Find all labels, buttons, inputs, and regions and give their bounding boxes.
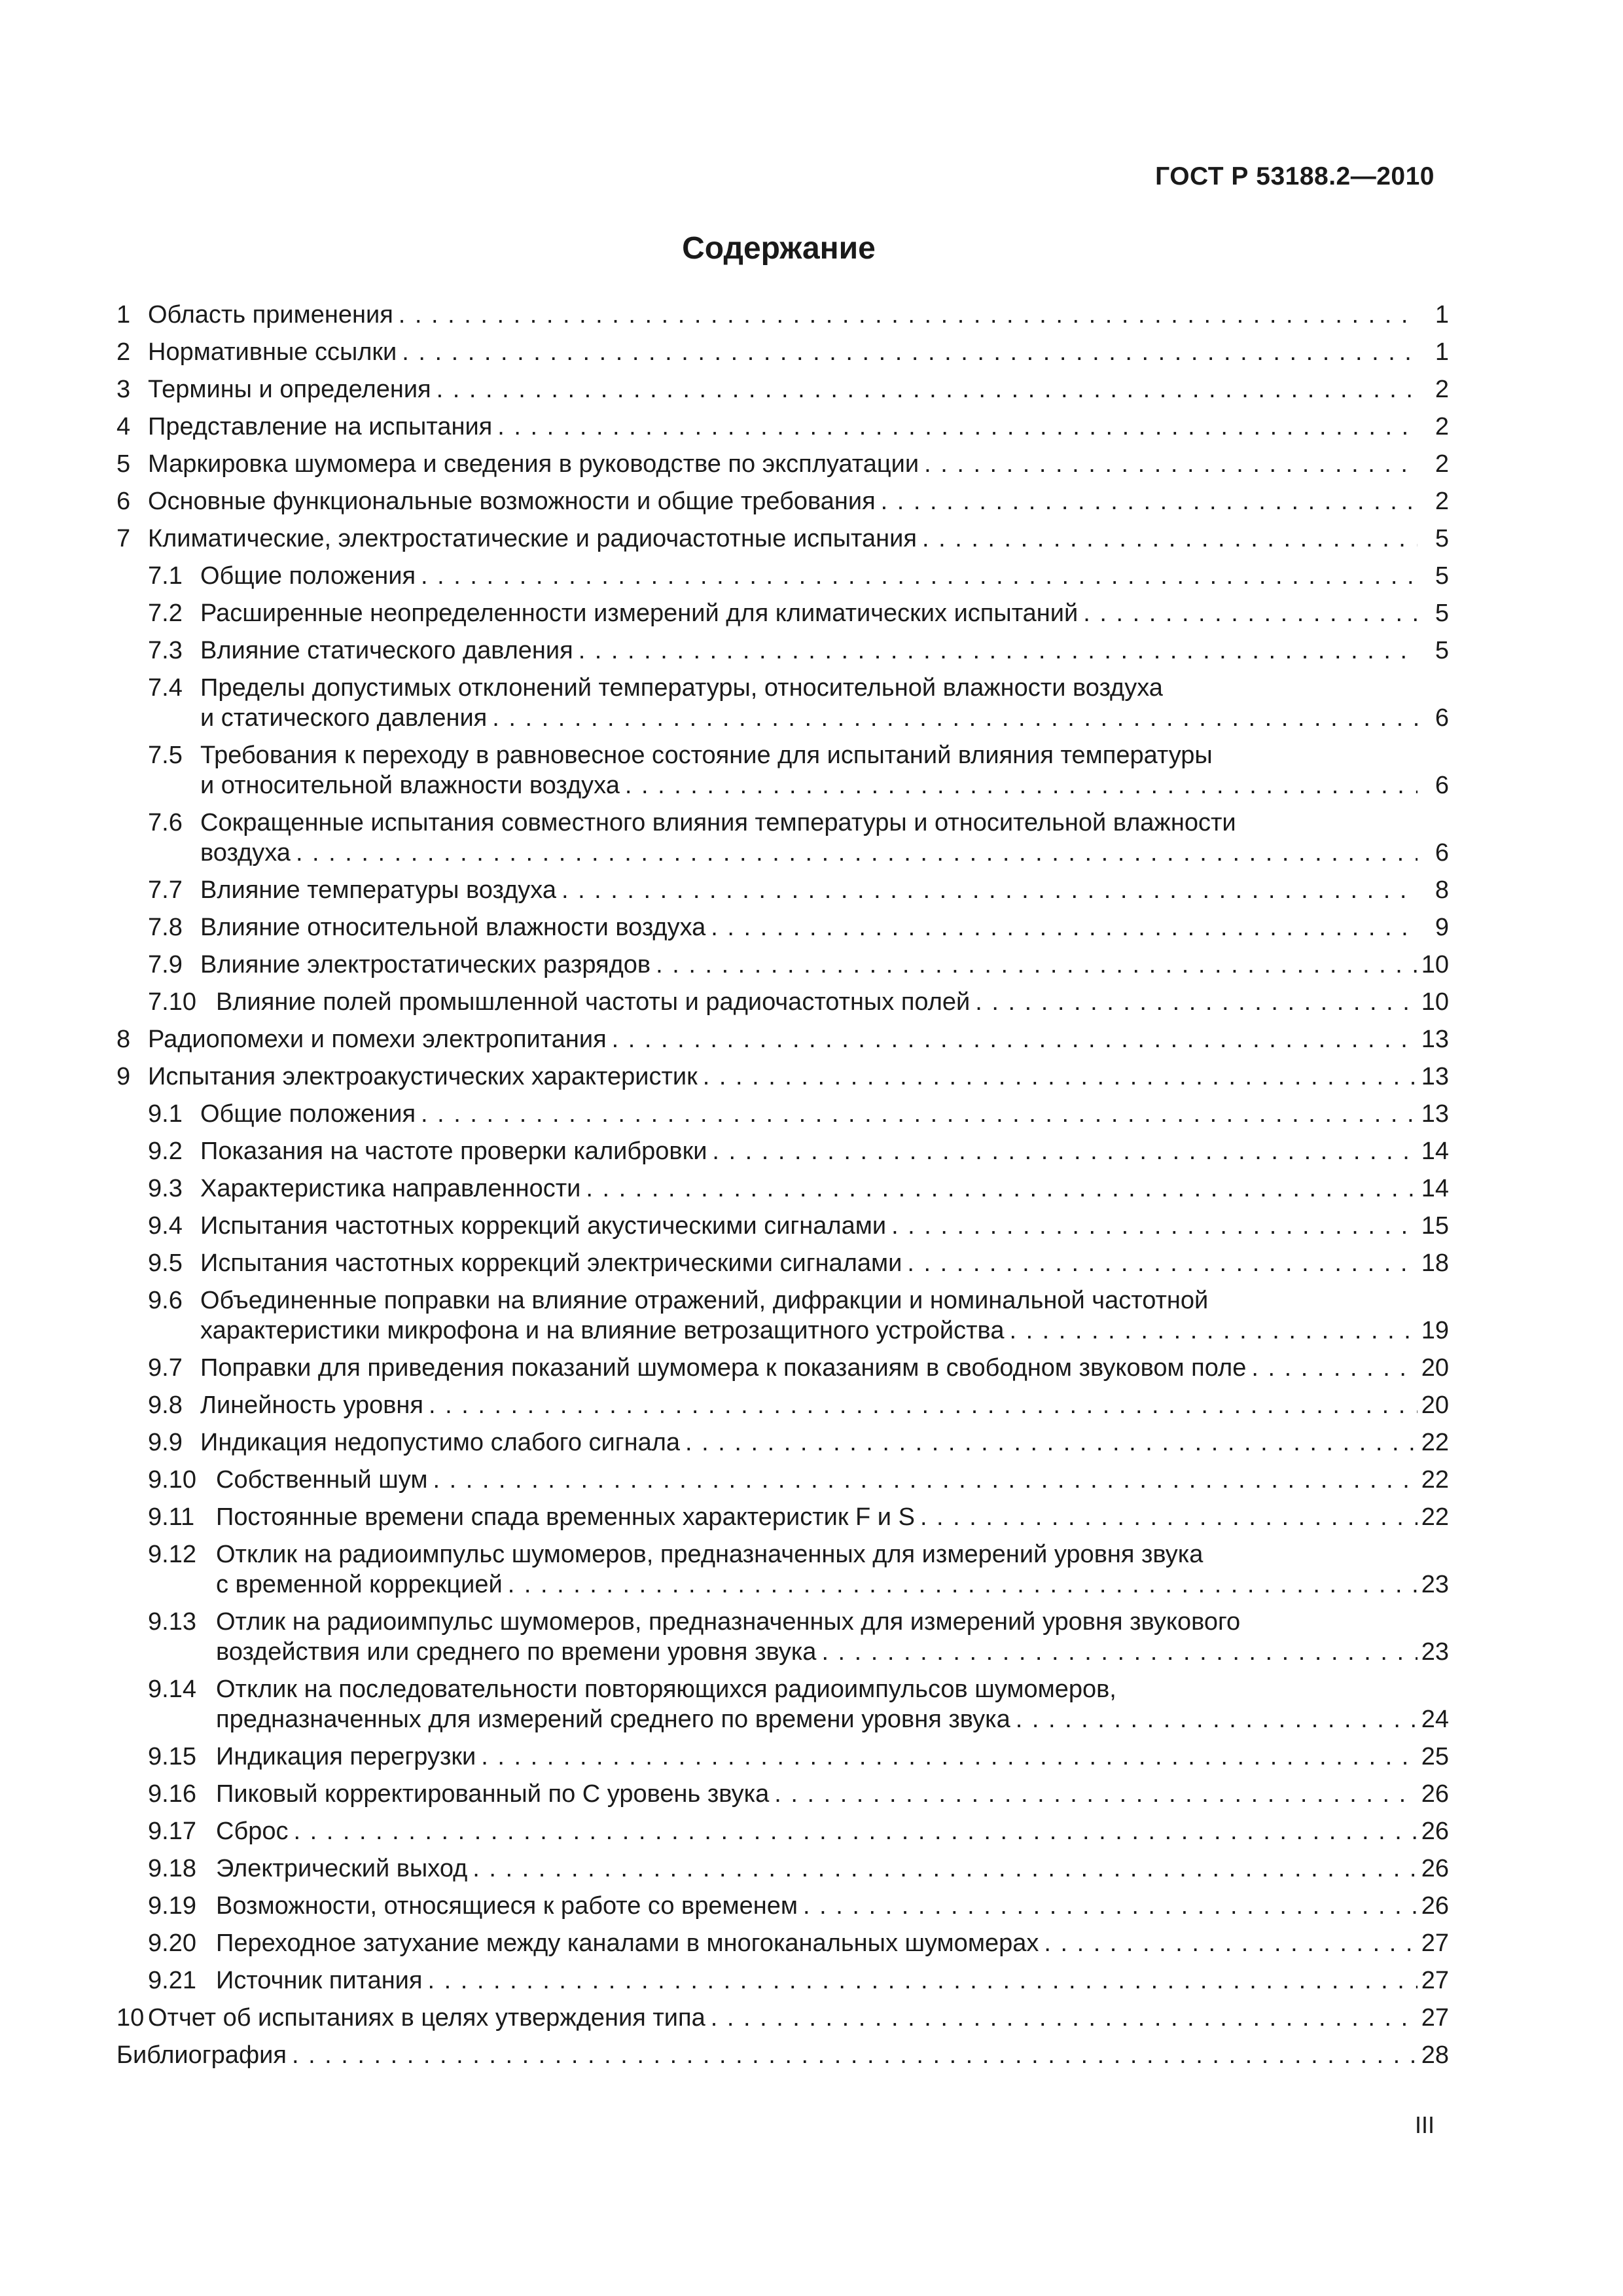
- toc-entry[interactable]: [116, 449, 1449, 479]
- toc-entry-title: характеристики микрофона и на влияние ветрозащитного устройства: [200, 1317, 1005, 1344]
- toc-entry-page: 23: [1421, 1571, 1449, 1598]
- toc-entry-page: 1: [1435, 301, 1449, 329]
- toc-entry-page: 15: [1421, 1212, 1449, 1240]
- toc-entry-title: Индикация перегрузки: [216, 1743, 476, 1770]
- toc-entry-page: 5: [1435, 637, 1449, 664]
- toc-entry[interactable]: [116, 1607, 1449, 1667]
- toc-entry-number: 7.2: [148, 600, 183, 627]
- toc-entry-page: 26: [1421, 1818, 1449, 1845]
- toc-entry-title: Нормативные ссылки: [148, 338, 397, 366]
- toc-entry-title: Радиопомехи и помехи электропитания: [148, 1026, 607, 1053]
- toc-entry-page: 20: [1421, 1391, 1449, 1419]
- toc-entry-page: 28: [1421, 2041, 1449, 2069]
- toc-entry-title-first-line: Пределы допустимых отклонений температуры, относительной влажности воздуха: [200, 674, 1163, 702]
- toc-entry-page: 26: [1421, 1855, 1449, 1882]
- toc-entry-number: 9.21: [148, 1967, 196, 1994]
- toc-entry-number: 9.11: [148, 1503, 195, 1531]
- dot-leader: [487, 703, 1418, 733]
- toc-entry-number: 9.18: [148, 1855, 196, 1882]
- toc-entry-title: и относительной влажности воздуха: [200, 772, 620, 799]
- toc-entry-number: 8: [116, 1026, 131, 1053]
- toc-entry-number: 9.3: [148, 1175, 183, 1202]
- toc-entry-number: 7.5: [148, 742, 183, 769]
- toc-entry[interactable]: [116, 950, 1449, 980]
- toc-entry-number: 9.4: [148, 1212, 183, 1240]
- dot-leader: [651, 950, 1418, 980]
- toc-entry[interactable]: [116, 1742, 1449, 1772]
- toc-entry-title: Влияние относительной влажности воздуха: [200, 914, 706, 941]
- dot-leader: [1010, 1704, 1418, 1734]
- toc-entry-page: 2: [1435, 376, 1449, 403]
- toc-entry-page: 6: [1435, 839, 1449, 867]
- dot-leader: [397, 337, 1418, 367]
- toc-entry-title: Линейность уровня: [200, 1391, 423, 1419]
- toc-entry-title: Индикация недопустимо слабого сигнала: [200, 1429, 681, 1456]
- dot-leader: [680, 1427, 1418, 1458]
- toc-entry[interactable]: [116, 1353, 1449, 1383]
- dot-leader: [287, 2040, 1418, 2070]
- toc-entry-page: 23: [1421, 1638, 1449, 1666]
- toc-entry[interactable]: [116, 1136, 1449, 1166]
- toc-entry-title: Область применения: [148, 301, 393, 329]
- toc-entry-title: предназначенных для измерений среднего по времени уровня звука: [216, 1706, 1010, 1733]
- toc-entry[interactable]: [116, 1465, 1449, 1495]
- toc-entry-number: 1: [116, 301, 131, 329]
- toc-entry-number: 6: [116, 488, 131, 515]
- toc-entry-title: Термины и определения: [148, 376, 431, 403]
- toc-entry-title: Общие положения: [200, 1100, 416, 1128]
- toc-entry-title: Возможности, относящиеся к работе со временем: [216, 1892, 798, 1920]
- toc-entry-title: Источник питания: [216, 1967, 423, 1994]
- toc-entry-number: 7.6: [148, 809, 183, 836]
- toc-entry-number: 9.15: [148, 1743, 196, 1770]
- dot-leader: [970, 987, 1418, 1017]
- toc-entry-number: 9.6: [148, 1287, 183, 1314]
- toc-entry[interactable]: [116, 1891, 1449, 1921]
- dot-leader: [769, 1779, 1418, 1809]
- toc-entry-number: 7.10: [148, 988, 196, 1016]
- toc-entry-number: 5: [116, 450, 131, 478]
- toc-entry-number: 9.7: [148, 1354, 183, 1382]
- dot-leader: [915, 1502, 1418, 1532]
- toc-entry-page: 22: [1421, 1429, 1449, 1456]
- dot-leader: [886, 1211, 1418, 1241]
- toc-entry-title: Влияние полей промышленной частоты и радиочастотных полей: [216, 988, 971, 1016]
- toc-entry-page: 2: [1435, 413, 1449, 440]
- dot-leader: [698, 1062, 1418, 1092]
- toc-entry-number: 7.8: [148, 914, 183, 941]
- toc-entry-number: 7.4: [148, 674, 183, 702]
- dot-leader: [607, 1024, 1418, 1054]
- toc-entry-number: 9.20: [148, 1929, 196, 1957]
- toc-entry[interactable]: [116, 1024, 1449, 1054]
- dot-leader: [1004, 1316, 1418, 1346]
- toc-entry[interactable]: [116, 1502, 1449, 1532]
- toc-entry-title: Представление на испытания: [148, 413, 493, 440]
- toc-entry[interactable]: [116, 1816, 1449, 1846]
- toc-entry-number: 9.14: [148, 1676, 196, 1703]
- toc-entry-number: 7.1: [148, 562, 183, 590]
- toc-entry-number: 7: [116, 525, 131, 552]
- toc-entry-title: Собственный шум: [216, 1466, 428, 1494]
- dot-leader: [573, 636, 1418, 666]
- toc-entry-title: Постоянные времени спада временных характеристик F и S: [216, 1503, 915, 1531]
- toc-entry-page: 14: [1421, 1175, 1449, 1202]
- dot-leader: [476, 1742, 1418, 1772]
- toc-entry-title: воздействия или среднего по времени уровня звука: [216, 1638, 817, 1666]
- dot-leader: [705, 912, 1418, 942]
- toc-entry-number: 9.9: [148, 1429, 183, 1456]
- toc-entry-page: 24: [1421, 1706, 1449, 1733]
- toc-entry[interactable]: [116, 1099, 1449, 1129]
- toc-entry-page: 26: [1421, 1780, 1449, 1808]
- dot-leader: [620, 770, 1418, 800]
- toc-entry-number: 2: [116, 338, 131, 366]
- toc-entry-page: 14: [1421, 1138, 1449, 1165]
- toc-entry-title: с временной коррекцией: [216, 1571, 503, 1598]
- document-code: ГОСТ Р 53188.2—2010: [1155, 162, 1435, 190]
- dot-leader: [917, 524, 1418, 554]
- toc-entry-number: 7.7: [148, 876, 183, 904]
- page-title: Содержание: [682, 231, 876, 266]
- toc-entry-title-first-line: Объединенные поправки на влияние отражений, дифракции и номинальной частотной: [200, 1287, 1209, 1314]
- toc-entry-number: 10: [116, 2004, 145, 2032]
- toc-entry[interactable]: [116, 524, 1449, 554]
- toc-entry-title: Влияние электростатических разрядов: [200, 951, 651, 978]
- toc-entry[interactable]: [116, 1211, 1449, 1241]
- dot-leader: [1246, 1353, 1418, 1383]
- toc-entry-page: 5: [1435, 600, 1449, 627]
- toc-entry-number: 7.3: [148, 637, 183, 664]
- dot-leader: [1078, 598, 1418, 628]
- toc-entry-page: 27: [1421, 1929, 1449, 1957]
- toc-entry[interactable]: [116, 673, 1449, 733]
- toc-entry-title: Сброс: [216, 1818, 289, 1845]
- dot-leader: [707, 1136, 1418, 1166]
- dot-leader: [423, 1390, 1418, 1420]
- toc-entry-title: Расширенные неопределенности измерений для климатических испытаний: [200, 600, 1079, 627]
- toc-entry-page: 2: [1435, 488, 1449, 515]
- toc-entry-page: 5: [1435, 525, 1449, 552]
- toc-entry-number: 9.19: [148, 1892, 196, 1920]
- toc-entry[interactable]: [116, 561, 1449, 591]
- page-number: III: [1414, 2111, 1435, 2138]
- toc-entry-page: 13: [1421, 1026, 1449, 1053]
- toc-entry-page: 27: [1421, 1967, 1449, 1994]
- toc-entry-title: Испытания частотных коррекций электрическими сигналами: [200, 1249, 902, 1277]
- dot-leader: [393, 300, 1418, 330]
- toc-entry-title: Влияние температуры воздуха: [200, 876, 556, 904]
- dot-leader: [816, 1637, 1418, 1667]
- toc-entry-title: Электрический выход: [216, 1855, 468, 1882]
- toc-entry-page: 8: [1435, 876, 1449, 904]
- table-of-contents: [116, 300, 1449, 2077]
- toc-entry-page: 27: [1421, 2004, 1449, 2032]
- toc-entry-page: 6: [1435, 772, 1449, 799]
- dot-leader: [798, 1891, 1418, 1921]
- toc-entry-page: 19: [1421, 1317, 1449, 1344]
- toc-entry[interactable]: [116, 1174, 1449, 1204]
- toc-entry-page: 26: [1421, 1892, 1449, 1920]
- toc-entry[interactable]: [116, 740, 1449, 800]
- toc-entry-page: 2: [1435, 450, 1449, 478]
- toc-entry-title-first-line: Отлик на радиоимпульс шумомеров, предназначенных для измерений уровня звукового: [216, 1608, 1241, 1636]
- toc-entry[interactable]: [116, 808, 1449, 868]
- toc-entry-number: 9.13: [148, 1608, 196, 1636]
- toc-entry-page: 10: [1421, 988, 1449, 1016]
- dot-leader: [291, 838, 1418, 868]
- toc-entry[interactable]: [116, 1779, 1449, 1809]
- dot-leader: [431, 374, 1418, 404]
- toc-entry-title: Климатические, электростатические и радиочастотные испытания: [148, 525, 917, 552]
- dot-leader: [467, 1854, 1418, 1884]
- toc-entry-title: Испытания электроакустических характеристик: [148, 1063, 698, 1090]
- dot-leader: [416, 1099, 1418, 1129]
- dot-leader: [876, 486, 1418, 516]
- toc-entry[interactable]: [116, 1965, 1449, 1996]
- toc-entry[interactable]: [116, 987, 1449, 1017]
- toc-entry[interactable]: [116, 1062, 1449, 1092]
- dot-leader: [556, 875, 1418, 905]
- toc-entry-title: Влияние статического давления: [200, 637, 573, 664]
- toc-entry[interactable]: [116, 636, 1449, 666]
- toc-entry-title: Показания на частоте проверки калибровки: [200, 1138, 707, 1165]
- toc-entry-number: 7.9: [148, 951, 183, 978]
- dot-leader: [423, 1965, 1418, 1996]
- toc-entry[interactable]: [116, 412, 1449, 442]
- toc-entry[interactable]: [116, 1390, 1449, 1420]
- dot-leader: [503, 1570, 1418, 1600]
- dot-leader: [288, 1816, 1418, 1846]
- dot-leader: [705, 2003, 1418, 2033]
- toc-entry-page: 13: [1421, 1063, 1449, 1090]
- dot-leader: [1039, 1928, 1418, 1958]
- toc-entry[interactable]: [116, 598, 1449, 628]
- toc-entry[interactable]: [116, 300, 1449, 330]
- toc-entry-title: Общие положения: [200, 562, 416, 590]
- toc-entry-page: 6: [1435, 704, 1449, 732]
- toc-entry-number: 4: [116, 413, 131, 440]
- toc-entry-page: 5: [1435, 562, 1449, 590]
- toc-entry-number: 9.1: [148, 1100, 183, 1128]
- toc-entry-title: Библиография: [116, 2041, 287, 2069]
- toc-entry-number: 9.8: [148, 1391, 183, 1419]
- toc-entry[interactable]: [116, 1248, 1449, 1278]
- toc-entry-page: 20: [1421, 1354, 1449, 1382]
- toc-entry-title: Основные функциональные возможности и общие требования: [148, 488, 876, 515]
- toc-entry[interactable]: [116, 337, 1449, 367]
- toc-entry-page: 13: [1421, 1100, 1449, 1128]
- toc-entry-page: 22: [1421, 1503, 1449, 1531]
- toc-entry-page: 1: [1435, 338, 1449, 366]
- toc-entry-title: Характеристика направленности: [200, 1175, 581, 1202]
- toc-entry[interactable]: [116, 1539, 1449, 1600]
- toc-entry-title-first-line: Отклик на радиоимпульс шумомеров, предназначенных для измерений уровня звука: [216, 1541, 1204, 1568]
- toc-entry-title: Пиковый корректированный по C уровень звука: [216, 1780, 770, 1808]
- toc-entry-title: Испытания частотных коррекций акустическими сигналами: [200, 1212, 887, 1240]
- toc-entry-number: 9.5: [148, 1249, 183, 1277]
- dot-leader: [919, 449, 1418, 479]
- toc-entry-page: 22: [1421, 1466, 1449, 1494]
- toc-entry-number: 9.17: [148, 1818, 196, 1845]
- dot-leader: [416, 561, 1418, 591]
- toc-entry[interactable]: [116, 912, 1449, 942]
- toc-entry-number: 9.16: [148, 1780, 196, 1808]
- dot-leader: [427, 1465, 1418, 1495]
- toc-entry[interactable]: [116, 2040, 1449, 2070]
- toc-entry-page: 25: [1421, 1743, 1449, 1770]
- toc-entry-title: Поправки для приведения показаний шумомера к показаниям в свободном звуковом поле: [200, 1354, 1247, 1382]
- toc-entry[interactable]: [116, 374, 1449, 404]
- toc-entry[interactable]: [116, 1854, 1449, 1884]
- toc-entry[interactable]: [116, 1928, 1449, 1958]
- toc-entry-number: 9.10: [148, 1466, 196, 1494]
- toc-entry[interactable]: [116, 486, 1449, 516]
- toc-entry[interactable]: [116, 2003, 1449, 2033]
- toc-entry-number: 9: [116, 1063, 131, 1090]
- dot-leader: [492, 412, 1418, 442]
- toc-entry-title: и статического давления: [200, 704, 488, 732]
- toc-entry-number: 9.2: [148, 1138, 183, 1165]
- toc-entry-title: воздуха: [200, 839, 291, 867]
- toc-entry-number: 9.12: [148, 1541, 196, 1568]
- toc-entry-title: Переходное затухание между каналами в многоканальных шумомерах: [216, 1929, 1039, 1957]
- toc-entry-title-first-line: Требования к переходу в равновесное состояние для испытаний влияния температуры: [200, 742, 1213, 769]
- toc-entry-page: 10: [1421, 951, 1449, 978]
- toc-entry-number: 3: [116, 376, 131, 403]
- dot-leader: [580, 1174, 1418, 1204]
- toc-entry-page: 9: [1435, 914, 1449, 941]
- toc-entry[interactable]: [116, 1285, 1449, 1346]
- toc-entry[interactable]: [116, 875, 1449, 905]
- toc-entry-page: 18: [1421, 1249, 1449, 1277]
- toc-entry-title-first-line: Сокращенные испытания совместного влияния температуры и относительной влажности: [200, 809, 1236, 836]
- toc-entry-title-first-line: Отклик на последовательности повторяющихся радиоимпульсов шумомеров,: [216, 1676, 1116, 1703]
- toc-entry-title: Маркировка шумомера и сведения в руководстве по эксплуатации: [148, 450, 919, 478]
- dot-leader: [902, 1248, 1418, 1278]
- toc-entry[interactable]: [116, 1427, 1449, 1458]
- toc-entry-title: Отчет об испытаниях в целях утверждения типа: [148, 2004, 705, 2032]
- toc-entry[interactable]: [116, 1674, 1449, 1734]
